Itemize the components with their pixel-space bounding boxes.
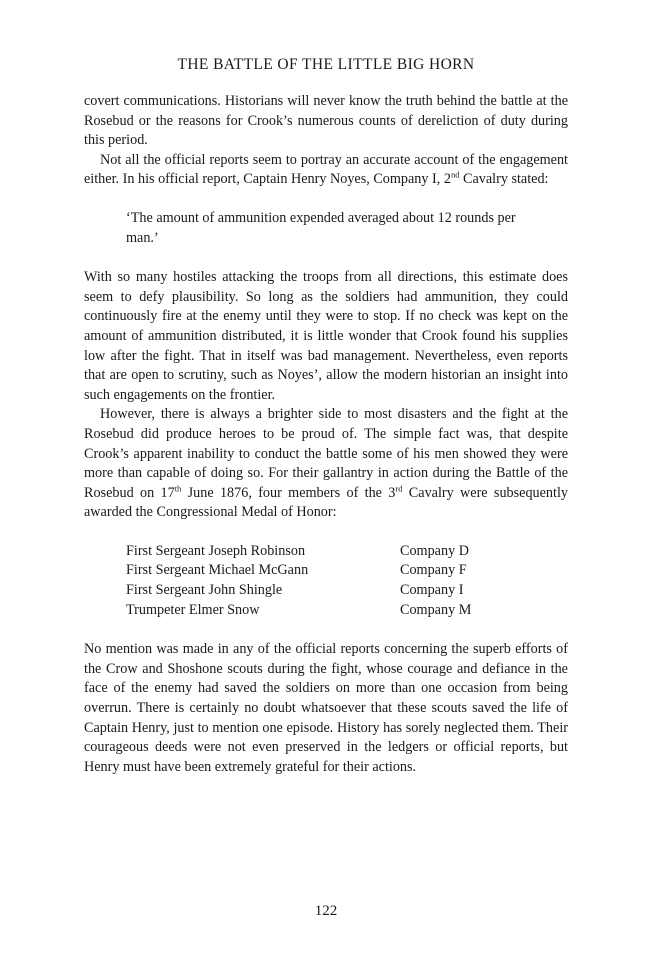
recipient-company: Company F [400,562,467,579]
list-item [126,581,568,601]
recipient-company: Company D [400,542,469,559]
block-quote: ‘The amount of ammunition expended averaged about 12 rounds per man.’ [126,209,516,246]
recipient-name: Trumpeter Elmer Snow [126,601,260,618]
recipient-name: First Sergeant John Shingle [126,582,283,599]
ordinal-suffix: th [174,482,182,493]
ordinal-suffix: rd [395,482,403,493]
running-head: THE BATTLE OF THE LITTLE BIG HORN [177,56,475,73]
ordinal-suffix: nd [450,169,460,180]
paragraph-heroes [84,405,568,523]
recipient-company: Company I [400,582,464,599]
body-text [84,92,568,777]
paragraph-text: However, there is always a brighter side to most disasters and the fight at the Rosebud did produce heroes to be proud of. The simple fact was, that despite Crook’s apparent inability to conduct the battle some of his men showed they were more than capable of doing so. For their gallantry in action during the Battle of the Rosebud on 17 [84,406,568,501]
list-item [126,561,568,581]
list-item [126,542,568,562]
paragraph-text: Cavalry were subsequently awarded the Congressional Medal of Honor: [84,484,569,521]
list-item [126,601,568,621]
page-number: 122 [314,903,338,919]
paragraph-text: Cavalry stated: [459,171,549,188]
recipient-company: Company M [400,601,472,618]
paragraph-continuation: covert communications. Historians will never know the truth behind the battle at the Rosebud or the reasons for Crook’s numerous counts of dereliction of duty during this period. [84,93,568,149]
paragraph-scouts: No mention was made in any of the official reports concerning the superb efforts of the Crow and Shoshone scouts during the fight, whose courage and defiance in the face of the enemy had saved the soldiers on more than one occasion from being overrun. There is certainly no doubt whatsoever that these scouts saved the life of Captain Henry, just to mention one episode. History has sorely neglected them. Their courageous deeds were not even preserved in the ledgers or official reports, but Henry must have been extremely grateful for their actions. [84,641,568,775]
medal-of-honor-list [126,542,568,620]
book-page [84,0,568,974]
paragraph-text: Not all the official reports seem to portray an accurate account of the engagement either. In his official report, Captain Henry Noyes, Company I, 2 [84,151,568,188]
paragraph-ammunition: With so many hostiles attacking the troops from all directions, this estimate does seem to defy plausibility. So long as the soldiers had ammunition, they could continuously fire at the enemy until they were to stop. If no check was kept on the amount of ammunition distributed, it is little wonder that Crook found his supplies low after the fight. That in itself was bad management. Nevertheless, even reports that are open to scrutiny, such as Noyes’, allow the modern historian an insight into such engagements on the frontier. [84,269,568,403]
paragraph-text: June 1876, four members of the 3 [181,484,396,501]
recipient-name: First Sergeant Joseph Robinson [126,542,306,559]
recipient-name: First Sergeant Michael McGann [126,562,309,579]
paragraph-official-reports [84,151,568,190]
